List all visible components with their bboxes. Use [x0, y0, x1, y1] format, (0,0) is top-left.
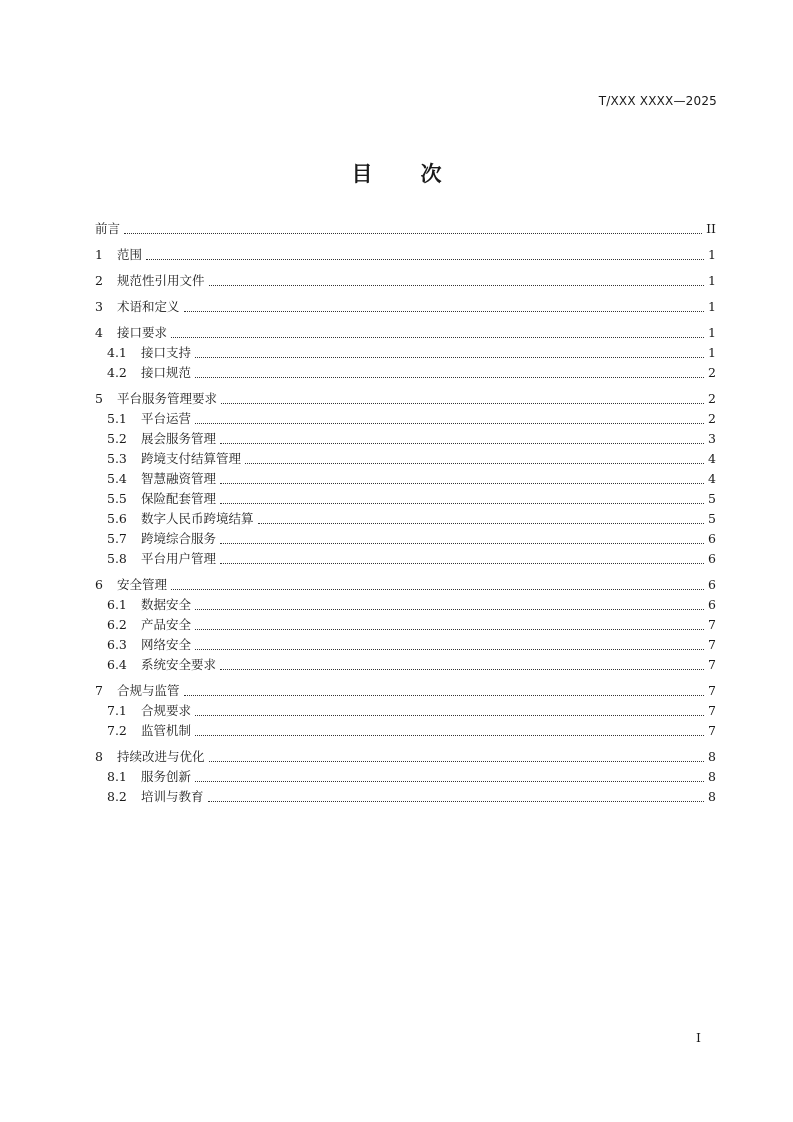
page-number: I [696, 1030, 701, 1045]
toc-entry[interactable] [95, 529, 716, 549]
toc-entry-label: 平台服务管理要求 [117, 391, 218, 406]
toc-entry-page: 8 [708, 769, 716, 784]
toc-dot-leader [220, 542, 704, 544]
toc-entry-page: 7 [708, 723, 716, 738]
toc-entry[interactable] [95, 655, 716, 675]
toc-entry-number: 5.8 [107, 551, 127, 566]
toc-entry-label: 数据安全 [141, 597, 192, 612]
toc-entry-label: 系统安全要求 [141, 657, 217, 672]
toc-dot-leader [220, 502, 704, 504]
toc-entry[interactable] [95, 635, 716, 655]
toc-entry-label: 监管机制 [141, 723, 192, 738]
toc-entry-label: 培训与教育 [141, 789, 204, 804]
toc-dot-leader [195, 356, 704, 358]
toc-entry-number: 6.1 [107, 597, 127, 612]
toc-entry-page: 6 [708, 531, 716, 546]
toc-entry-number: 8 [95, 749, 103, 764]
table-of-contents [95, 219, 716, 807]
toc-entry[interactable] [95, 449, 716, 469]
toc-entry-page: 8 [708, 749, 716, 764]
toc-dot-leader [220, 562, 704, 564]
toc-entry-page: 6 [708, 577, 716, 592]
toc-entry-number: 6.3 [107, 637, 127, 652]
toc-entry-page: 6 [708, 597, 716, 612]
toc-entry-label: 范围 [117, 247, 143, 262]
toc-entry-page: 1 [708, 345, 716, 360]
toc-dot-leader [195, 422, 704, 424]
toc-entry-page: 2 [708, 391, 716, 406]
toc-dot-leader [220, 442, 704, 444]
toc-entry-page: II [706, 221, 716, 236]
toc-dot-leader [184, 310, 704, 312]
toc-entry-number: 5.3 [107, 451, 127, 466]
toc-dot-leader [220, 668, 704, 670]
page-title: 目次 [351, 162, 490, 186]
toc-entry-number: 3 [95, 299, 103, 314]
toc-entry-page: 2 [708, 365, 716, 380]
toc-entry-number: 7 [95, 683, 103, 698]
toc-entry-page: 7 [708, 657, 716, 672]
toc-entry[interactable] [95, 297, 716, 317]
toc-entry-label: 术语和定义 [117, 299, 180, 314]
toc-entry-label: 跨境综合服务 [141, 531, 217, 546]
toc-entry-number: 7.2 [107, 723, 127, 738]
toc-entry-page: 6 [708, 551, 716, 566]
toc-entry-number: 8.1 [107, 769, 127, 784]
toc-entry-label: 网络安全 [141, 637, 192, 652]
toc-entry[interactable] [95, 701, 716, 721]
toc-dot-leader [195, 648, 704, 650]
toc-entry-number: 5.1 [107, 411, 127, 426]
toc-entry-number: 7.1 [107, 703, 127, 718]
toc-dot-leader [146, 258, 704, 260]
toc-entry-number: 5.6 [107, 511, 127, 526]
toc-entry[interactable] [95, 389, 716, 409]
toc-entry[interactable] [95, 681, 716, 701]
toc-entry-number: 4 [95, 325, 103, 340]
toc-dot-leader [124, 232, 702, 234]
toc-entry-page: 5 [708, 511, 716, 526]
toc-entry-number: 5 [95, 391, 103, 406]
toc-entry-label: 智慧融资管理 [141, 471, 217, 486]
toc-entry[interactable] [95, 747, 716, 767]
toc-entry-page: 5 [708, 491, 716, 506]
toc-entry[interactable] [95, 429, 716, 449]
toc-entry[interactable] [95, 469, 716, 489]
toc-entry[interactable] [95, 509, 716, 529]
toc-entry-label: 接口支持 [141, 345, 192, 360]
toc-entry-number: 5.2 [107, 431, 127, 446]
toc-dot-leader [221, 402, 704, 404]
toc-entry[interactable] [95, 767, 716, 787]
toc-entry-number: 4.2 [107, 365, 127, 380]
toc-dot-leader [208, 800, 704, 802]
toc-entry-number: 8.2 [107, 789, 127, 804]
toc-entry-page: 1 [708, 247, 716, 262]
toc-entry-page: 7 [708, 683, 716, 698]
toc-entry-label: 平台用户管理 [141, 551, 217, 566]
toc-entry-page: 4 [708, 471, 716, 486]
toc-dot-leader [220, 482, 704, 484]
toc-entry[interactable] [95, 245, 716, 265]
toc-dot-leader [171, 336, 704, 338]
toc-entry-label: 服务创新 [141, 769, 192, 784]
toc-entry[interactable] [95, 575, 716, 595]
toc-entry-page: 4 [708, 451, 716, 466]
toc-entry-label: 持续改进与优化 [117, 749, 205, 764]
toc-entry-number: 6 [95, 577, 103, 592]
toc-entry-page: 8 [708, 789, 716, 804]
toc-dot-leader [195, 376, 704, 378]
toc-entry[interactable] [95, 721, 716, 741]
toc-entry-label: 数字人民币跨境结算 [141, 511, 254, 526]
toc-dot-leader [195, 628, 704, 630]
toc-entry-label: 规范性引用文件 [117, 273, 205, 288]
toc-entry-number: 5.4 [107, 471, 127, 486]
toc-entry-page: 2 [708, 411, 716, 426]
toc-dot-leader [171, 588, 704, 590]
toc-entry[interactable] [95, 271, 716, 291]
toc-dot-leader [195, 734, 704, 736]
toc-entry-number: 6.2 [107, 617, 127, 632]
toc-entry-label: 安全管理 [117, 577, 168, 592]
toc-dot-leader [245, 462, 704, 464]
toc-dot-leader [195, 714, 704, 716]
toc-entry-page: 7 [708, 617, 716, 632]
toc-entry-page: 7 [708, 637, 716, 652]
toc-dot-leader [258, 522, 704, 524]
toc-entry-page: 3 [708, 431, 716, 446]
toc-dot-leader [209, 760, 704, 762]
toc-entry[interactable] [95, 787, 716, 807]
toc-entry-page: 1 [708, 273, 716, 288]
toc-entry[interactable] [95, 409, 716, 429]
toc-entry-page: 1 [708, 325, 716, 340]
toc-entry-label: 合规与监管 [117, 683, 180, 698]
toc-dot-leader [195, 608, 704, 610]
toc-entry-number: 2 [95, 273, 103, 288]
toc-entry[interactable] [95, 343, 716, 363]
toc-entry[interactable] [95, 219, 716, 239]
toc-entry-label: 合规要求 [141, 703, 192, 718]
toc-entry[interactable] [95, 549, 716, 569]
toc-entry-label: 平台运营 [141, 411, 192, 426]
toc-entry-label: 展会服务管理 [141, 431, 217, 446]
toc-entry-label: 跨境支付结算管理 [141, 451, 242, 466]
toc-dot-leader [195, 780, 704, 782]
toc-entry-label: 接口要求 [117, 325, 168, 340]
toc-entry-page: 1 [708, 299, 716, 314]
toc-entry[interactable] [95, 323, 716, 343]
toc-entry-label: 保险配套管理 [141, 491, 217, 506]
toc-dot-leader [209, 284, 704, 286]
toc-entry-label: 前言 [95, 221, 121, 236]
toc-entry-number: 1 [95, 247, 103, 262]
toc-entry[interactable] [95, 489, 716, 509]
toc-entry[interactable] [95, 363, 716, 383]
toc-entry-number: 6.4 [107, 657, 127, 672]
toc-entry-number: 5.7 [107, 531, 127, 546]
toc-entry-label: 产品安全 [141, 617, 192, 632]
toc-entry[interactable] [95, 595, 716, 615]
toc-entry-page: 7 [708, 703, 716, 718]
toc-entry-number: 4.1 [107, 345, 127, 360]
toc-dot-leader [184, 694, 704, 696]
document-code: T/XXX XXXX—2025 [598, 94, 717, 108]
toc-entry[interactable] [95, 615, 716, 635]
toc-entry-number: 5.5 [107, 491, 127, 506]
toc-entry-label: 接口规范 [141, 365, 192, 380]
